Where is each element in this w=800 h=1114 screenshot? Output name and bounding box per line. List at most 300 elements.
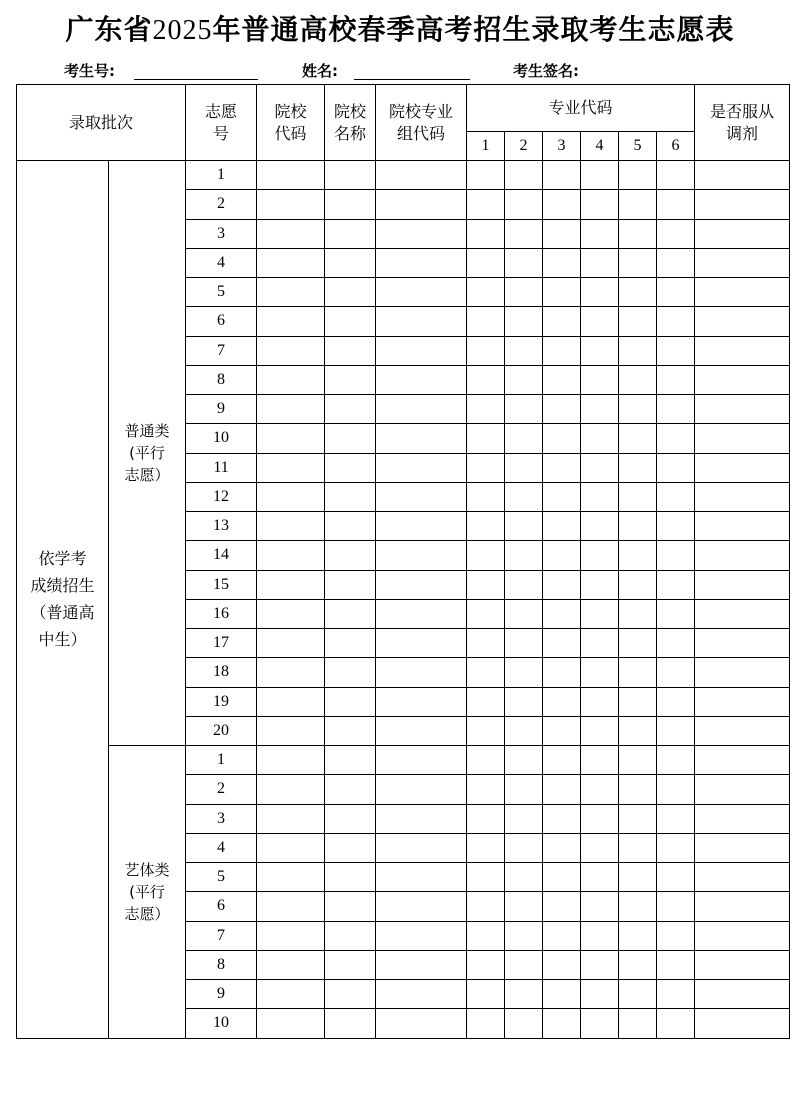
entry-cell[interactable] (619, 365, 657, 394)
entry-cell[interactable] (257, 336, 325, 365)
entry-cell[interactable] (581, 950, 619, 979)
entry-cell[interactable] (619, 541, 657, 570)
entry-cell[interactable] (325, 248, 376, 277)
entry-cell[interactable] (325, 570, 376, 599)
entry-cell[interactable] (581, 599, 619, 628)
entry-cell[interactable] (505, 950, 543, 979)
entry-cell[interactable] (505, 980, 543, 1009)
entry-cell[interactable] (257, 161, 325, 190)
entry-cell[interactable] (543, 570, 581, 599)
entry-cell[interactable] (376, 424, 467, 453)
entry-cell[interactable] (695, 833, 790, 862)
entry-cell[interactable] (257, 980, 325, 1009)
entry-cell[interactable] (505, 570, 543, 599)
entry-cell[interactable] (543, 248, 581, 277)
entry-cell[interactable] (657, 921, 695, 950)
entry-cell[interactable] (467, 1009, 505, 1038)
entry-cell[interactable] (325, 482, 376, 511)
entry-cell[interactable] (695, 278, 790, 307)
entry-cell[interactable] (619, 980, 657, 1009)
entry-cell[interactable] (695, 629, 790, 658)
entry-cell[interactable] (581, 746, 619, 775)
entry-cell[interactable] (581, 190, 619, 219)
entry-cell[interactable] (543, 716, 581, 745)
entry-cell[interactable] (657, 482, 695, 511)
exam-number-field[interactable] (134, 79, 258, 80)
entry-cell[interactable] (695, 863, 790, 892)
entry-cell[interactable] (581, 892, 619, 921)
entry-cell[interactable] (695, 746, 790, 775)
entry-cell[interactable] (543, 219, 581, 248)
entry-cell[interactable] (376, 190, 467, 219)
entry-cell[interactable] (619, 336, 657, 365)
entry-cell[interactable] (376, 629, 467, 658)
entry-cell[interactable] (657, 746, 695, 775)
entry-cell[interactable] (505, 687, 543, 716)
entry-cell[interactable] (505, 219, 543, 248)
entry-cell[interactable] (657, 775, 695, 804)
entry-cell[interactable] (657, 570, 695, 599)
entry-cell[interactable] (695, 482, 790, 511)
entry-cell[interactable] (325, 980, 376, 1009)
entry-cell[interactable] (257, 307, 325, 336)
entry-cell[interactable] (505, 278, 543, 307)
entry-cell[interactable] (467, 278, 505, 307)
entry-cell[interactable] (543, 775, 581, 804)
entry-cell[interactable] (695, 658, 790, 687)
entry-cell[interactable] (257, 512, 325, 541)
entry-cell[interactable] (257, 950, 325, 979)
entry-cell[interactable] (505, 599, 543, 628)
entry-cell[interactable] (505, 716, 543, 745)
entry-cell[interactable] (581, 1009, 619, 1038)
entry-cell[interactable] (325, 833, 376, 862)
entry-cell[interactable] (257, 365, 325, 394)
entry-cell[interactable] (695, 219, 790, 248)
entry-cell[interactable] (695, 716, 790, 745)
entry-cell[interactable] (325, 512, 376, 541)
entry-cell[interactable] (467, 541, 505, 570)
entry-cell[interactable] (619, 1009, 657, 1038)
entry-cell[interactable] (695, 453, 790, 482)
entry-cell[interactable] (695, 395, 790, 424)
entry-cell[interactable] (619, 570, 657, 599)
entry-cell[interactable] (325, 687, 376, 716)
entry-cell[interactable] (505, 336, 543, 365)
entry-cell[interactable] (619, 775, 657, 804)
entry-cell[interactable] (657, 219, 695, 248)
entry-cell[interactable] (376, 570, 467, 599)
entry-cell[interactable] (257, 190, 325, 219)
entry-cell[interactable] (581, 219, 619, 248)
entry-cell[interactable] (505, 453, 543, 482)
entry-cell[interactable] (257, 746, 325, 775)
entry-cell[interactable] (619, 307, 657, 336)
entry-cell[interactable] (467, 921, 505, 950)
entry-cell[interactable] (467, 775, 505, 804)
entry-cell[interactable] (619, 716, 657, 745)
entry-cell[interactable] (581, 687, 619, 716)
entry-cell[interactable] (467, 658, 505, 687)
entry-cell[interactable] (543, 336, 581, 365)
entry-cell[interactable] (695, 570, 790, 599)
entry-cell[interactable] (257, 833, 325, 862)
entry-cell[interactable] (325, 921, 376, 950)
entry-cell[interactable] (657, 892, 695, 921)
entry-cell[interactable] (657, 716, 695, 745)
entry-cell[interactable] (619, 424, 657, 453)
entry-cell[interactable] (467, 746, 505, 775)
entry-cell[interactable] (619, 804, 657, 833)
entry-cell[interactable] (543, 863, 581, 892)
entry-cell[interactable] (325, 307, 376, 336)
entry-cell[interactable] (325, 775, 376, 804)
entry-cell[interactable] (325, 716, 376, 745)
entry-cell[interactable] (695, 892, 790, 921)
entry-cell[interactable] (657, 599, 695, 628)
name-field[interactable] (354, 79, 470, 80)
entry-cell[interactable] (505, 1009, 543, 1038)
entry-cell[interactable] (467, 512, 505, 541)
entry-cell[interactable] (695, 804, 790, 833)
entry-cell[interactable] (376, 804, 467, 833)
entry-cell[interactable] (467, 863, 505, 892)
entry-cell[interactable] (325, 892, 376, 921)
entry-cell[interactable] (619, 599, 657, 628)
entry-cell[interactable] (657, 980, 695, 1009)
entry-cell[interactable] (376, 775, 467, 804)
entry-cell[interactable] (581, 365, 619, 394)
entry-cell[interactable] (619, 921, 657, 950)
entry-cell[interactable] (695, 775, 790, 804)
entry-cell[interactable] (543, 658, 581, 687)
entry-cell[interactable] (619, 453, 657, 482)
entry-cell[interactable] (325, 365, 376, 394)
entry-cell[interactable] (695, 424, 790, 453)
entry-cell[interactable] (376, 453, 467, 482)
entry-cell[interactable] (657, 336, 695, 365)
entry-cell[interactable] (467, 219, 505, 248)
entry-cell[interactable] (257, 219, 325, 248)
entry-cell[interactable] (325, 746, 376, 775)
entry-cell[interactable] (257, 482, 325, 511)
entry-cell[interactable] (376, 1009, 467, 1038)
entry-cell[interactable] (467, 336, 505, 365)
entry-cell[interactable] (325, 453, 376, 482)
entry-cell[interactable] (505, 804, 543, 833)
entry-cell[interactable] (695, 190, 790, 219)
entry-cell[interactable] (543, 395, 581, 424)
entry-cell[interactable] (657, 687, 695, 716)
entry-cell[interactable] (581, 980, 619, 1009)
entry-cell[interactable] (467, 424, 505, 453)
entry-cell[interactable] (543, 599, 581, 628)
entry-cell[interactable] (619, 833, 657, 862)
entry-cell[interactable] (257, 863, 325, 892)
entry-cell[interactable] (376, 307, 467, 336)
entry-cell[interactable] (581, 541, 619, 570)
entry-cell[interactable] (657, 248, 695, 277)
entry-cell[interactable] (505, 248, 543, 277)
entry-cell[interactable] (376, 395, 467, 424)
entry-cell[interactable] (257, 716, 325, 745)
entry-cell[interactable] (325, 950, 376, 979)
entry-cell[interactable] (581, 775, 619, 804)
entry-cell[interactable] (695, 1009, 790, 1038)
entry-cell[interactable] (543, 629, 581, 658)
entry-cell[interactable] (376, 219, 467, 248)
entry-cell[interactable] (695, 980, 790, 1009)
entry-cell[interactable] (619, 190, 657, 219)
entry-cell[interactable] (619, 629, 657, 658)
entry-cell[interactable] (376, 365, 467, 394)
entry-cell[interactable] (581, 512, 619, 541)
entry-cell[interactable] (376, 248, 467, 277)
entry-cell[interactable] (581, 833, 619, 862)
entry-cell[interactable] (505, 307, 543, 336)
entry-cell[interactable] (543, 512, 581, 541)
entry-cell[interactable] (376, 278, 467, 307)
entry-cell[interactable] (543, 804, 581, 833)
entry-cell[interactable] (695, 307, 790, 336)
entry-cell[interactable] (325, 336, 376, 365)
entry-cell[interactable] (695, 921, 790, 950)
entry-cell[interactable] (657, 365, 695, 394)
entry-cell[interactable] (619, 687, 657, 716)
entry-cell[interactable] (257, 687, 325, 716)
entry-cell[interactable] (657, 161, 695, 190)
entry-cell[interactable] (657, 453, 695, 482)
entry-cell[interactable] (376, 980, 467, 1009)
entry-cell[interactable] (376, 892, 467, 921)
entry-cell[interactable] (467, 453, 505, 482)
entry-cell[interactable] (657, 190, 695, 219)
entry-cell[interactable] (657, 629, 695, 658)
entry-cell[interactable] (467, 687, 505, 716)
entry-cell[interactable] (581, 453, 619, 482)
entry-cell[interactable] (505, 921, 543, 950)
entry-cell[interactable] (619, 161, 657, 190)
entry-cell[interactable] (543, 687, 581, 716)
entry-cell[interactable] (657, 863, 695, 892)
entry-cell[interactable] (543, 453, 581, 482)
entry-cell[interactable] (543, 190, 581, 219)
entry-cell[interactable] (257, 658, 325, 687)
entry-cell[interactable] (543, 921, 581, 950)
entry-cell[interactable] (657, 804, 695, 833)
entry-cell[interactable] (543, 1009, 581, 1038)
entry-cell[interactable] (325, 541, 376, 570)
entry-cell[interactable] (695, 161, 790, 190)
entry-cell[interactable] (467, 365, 505, 394)
entry-cell[interactable] (376, 541, 467, 570)
entry-cell[interactable] (505, 190, 543, 219)
entry-cell[interactable] (325, 395, 376, 424)
entry-cell[interactable] (467, 248, 505, 277)
entry-cell[interactable] (257, 424, 325, 453)
entry-cell[interactable] (505, 482, 543, 511)
entry-cell[interactable] (325, 863, 376, 892)
entry-cell[interactable] (325, 658, 376, 687)
entry-cell[interactable] (376, 658, 467, 687)
entry-cell[interactable] (325, 219, 376, 248)
entry-cell[interactable] (467, 950, 505, 979)
entry-cell[interactable] (467, 804, 505, 833)
entry-cell[interactable] (376, 599, 467, 628)
entry-cell[interactable] (657, 278, 695, 307)
entry-cell[interactable] (619, 482, 657, 511)
entry-cell[interactable] (581, 658, 619, 687)
entry-cell[interactable] (619, 892, 657, 921)
entry-cell[interactable] (467, 570, 505, 599)
entry-cell[interactable] (376, 161, 467, 190)
entry-cell[interactable] (505, 395, 543, 424)
entry-cell[interactable] (325, 278, 376, 307)
entry-cell[interactable] (467, 833, 505, 862)
entry-cell[interactable] (257, 775, 325, 804)
entry-cell[interactable] (467, 892, 505, 921)
entry-cell[interactable] (257, 599, 325, 628)
entry-cell[interactable] (695, 248, 790, 277)
entry-cell[interactable] (467, 716, 505, 745)
entry-cell[interactable] (257, 921, 325, 950)
entry-cell[interactable] (581, 278, 619, 307)
entry-cell[interactable] (543, 161, 581, 190)
entry-cell[interactable] (467, 395, 505, 424)
entry-cell[interactable] (467, 629, 505, 658)
entry-cell[interactable] (657, 950, 695, 979)
entry-cell[interactable] (619, 395, 657, 424)
entry-cell[interactable] (257, 395, 325, 424)
entry-cell[interactable] (257, 541, 325, 570)
entry-cell[interactable] (376, 833, 467, 862)
entry-cell[interactable] (505, 541, 543, 570)
entry-cell[interactable] (657, 658, 695, 687)
entry-cell[interactable] (257, 892, 325, 921)
entry-cell[interactable] (325, 804, 376, 833)
entry-cell[interactable] (257, 278, 325, 307)
entry-cell[interactable] (581, 336, 619, 365)
entry-cell[interactable] (257, 804, 325, 833)
entry-cell[interactable] (581, 629, 619, 658)
entry-cell[interactable] (505, 658, 543, 687)
entry-cell[interactable] (467, 190, 505, 219)
entry-cell[interactable] (543, 746, 581, 775)
entry-cell[interactable] (376, 482, 467, 511)
entry-cell[interactable] (619, 219, 657, 248)
entry-cell[interactable] (325, 629, 376, 658)
entry-cell[interactable] (257, 629, 325, 658)
entry-cell[interactable] (543, 278, 581, 307)
entry-cell[interactable] (581, 804, 619, 833)
entry-cell[interactable] (581, 161, 619, 190)
entry-cell[interactable] (257, 1009, 325, 1038)
entry-cell[interactable] (695, 336, 790, 365)
entry-cell[interactable] (376, 863, 467, 892)
entry-cell[interactable] (543, 833, 581, 862)
entry-cell[interactable] (543, 541, 581, 570)
entry-cell[interactable] (695, 950, 790, 979)
entry-cell[interactable] (543, 980, 581, 1009)
entry-cell[interactable] (376, 921, 467, 950)
entry-cell[interactable] (619, 248, 657, 277)
entry-cell[interactable] (467, 482, 505, 511)
entry-cell[interactable] (467, 980, 505, 1009)
entry-cell[interactable] (505, 833, 543, 862)
entry-cell[interactable] (257, 453, 325, 482)
entry-cell[interactable] (257, 570, 325, 599)
entry-cell[interactable] (695, 512, 790, 541)
entry-cell[interactable] (505, 863, 543, 892)
entry-cell[interactable] (657, 307, 695, 336)
entry-cell[interactable] (325, 424, 376, 453)
entry-cell[interactable] (467, 599, 505, 628)
entry-cell[interactable] (505, 512, 543, 541)
entry-cell[interactable] (657, 833, 695, 862)
entry-cell[interactable] (543, 307, 581, 336)
entry-cell[interactable] (467, 307, 505, 336)
entry-cell[interactable] (695, 599, 790, 628)
entry-cell[interactable] (581, 307, 619, 336)
entry-cell[interactable] (657, 1009, 695, 1038)
entry-cell[interactable] (581, 570, 619, 599)
entry-cell[interactable] (619, 512, 657, 541)
entry-cell[interactable] (325, 161, 376, 190)
entry-cell[interactable] (376, 687, 467, 716)
entry-cell[interactable] (581, 424, 619, 453)
entry-cell[interactable] (505, 161, 543, 190)
entry-cell[interactable] (695, 687, 790, 716)
entry-cell[interactable] (619, 746, 657, 775)
entry-cell[interactable] (619, 658, 657, 687)
entry-cell[interactable] (325, 190, 376, 219)
entry-cell[interactable] (581, 395, 619, 424)
entry-cell[interactable] (325, 599, 376, 628)
entry-cell[interactable] (543, 482, 581, 511)
entry-cell[interactable] (657, 424, 695, 453)
entry-cell[interactable] (581, 248, 619, 277)
entry-cell[interactable] (581, 921, 619, 950)
entry-cell[interactable] (505, 424, 543, 453)
entry-cell[interactable] (325, 1009, 376, 1038)
entry-cell[interactable] (619, 278, 657, 307)
entry-cell[interactable] (505, 775, 543, 804)
entry-cell[interactable] (505, 746, 543, 775)
entry-cell[interactable] (376, 950, 467, 979)
entry-cell[interactable] (376, 336, 467, 365)
entry-cell[interactable] (619, 863, 657, 892)
entry-cell[interactable] (543, 424, 581, 453)
entry-cell[interactable] (505, 629, 543, 658)
entry-cell[interactable] (581, 482, 619, 511)
entry-cell[interactable] (467, 161, 505, 190)
entry-cell[interactable] (376, 716, 467, 745)
entry-cell[interactable] (376, 746, 467, 775)
entry-cell[interactable] (257, 248, 325, 277)
entry-cell[interactable] (543, 950, 581, 979)
entry-cell[interactable] (543, 365, 581, 394)
entry-cell[interactable] (619, 950, 657, 979)
entry-cell[interactable] (657, 395, 695, 424)
entry-cell[interactable] (543, 892, 581, 921)
entry-cell[interactable] (505, 365, 543, 394)
entry-cell[interactable] (581, 716, 619, 745)
entry-cell[interactable] (657, 512, 695, 541)
entry-cell[interactable] (695, 365, 790, 394)
entry-cell[interactable] (581, 863, 619, 892)
entry-cell[interactable] (505, 892, 543, 921)
entry-cell[interactable] (695, 541, 790, 570)
